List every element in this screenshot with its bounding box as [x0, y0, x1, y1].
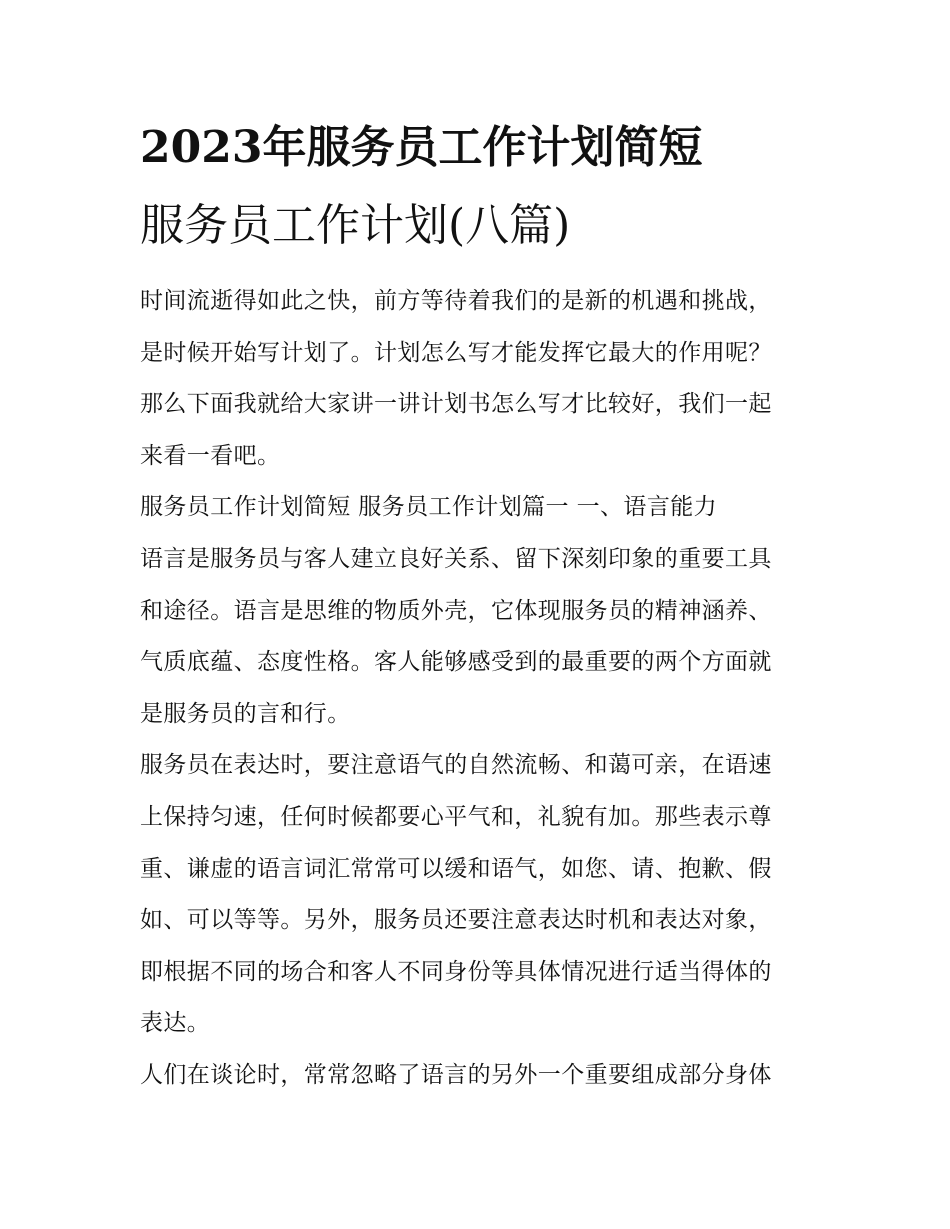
text-line: 服务员工作计划简短 服务员工作计划篇一 一、语言能力: [140, 494, 718, 521]
text-line: 服务员在表达时，要注意语气的自然流畅、和蔼可亲，在语速: [140, 752, 772, 779]
paragraph-body-language: [140, 1050, 812, 1102]
paragraph-intro: [140, 276, 812, 482]
text-line: 是时候开始写计划了。计划怎么写才能发挥它最大的作用呢？: [140, 339, 772, 366]
document-body: [140, 276, 812, 1102]
text-line: 时间流逝得如此之快，前方等待着我们的是新的机遇和挑战，: [140, 288, 772, 314]
section-heading: [140, 482, 812, 534]
text-line: 如、可以等等。另外，服务员还要注意表达时机和表达对象，: [140, 907, 772, 934]
text-line: 上保持匀速，任何时候都要心平气和，礼貌有加。那些表示尊: [140, 803, 772, 830]
text-line: 即根据不同的场合和客人不同身份等具体情况进行适当得体的: [140, 958, 772, 985]
text-line: 人们在谈论时，常常忽略了语言的另外一个重要组成部分身体: [140, 1061, 772, 1088]
text-line: 那么下面我就给大家讲一讲计划书怎么写才比较好，我们一起: [140, 391, 772, 418]
paragraph-expression: [140, 740, 812, 1050]
text-line: 语言是服务员与客人建立良好关系、留下深刻印象的重要工具: [140, 545, 772, 572]
text-line: 重、谦虚的语言词汇常常可以缓和语气，如您、请、抱歉、假: [140, 855, 772, 882]
text-line: 表达。: [140, 1010, 211, 1037]
document-subtitle: 服务员工作计划(八篇): [140, 200, 571, 251]
paragraph-language: [140, 534, 812, 740]
text-line: 来看一看吧。: [140, 442, 281, 469]
text-line: 和途径。语言是思维的物质外壳，它体现服务员的精神涵养、: [140, 597, 772, 624]
text-line: 是服务员的言和行。: [140, 700, 351, 727]
text-line: 气质底蕴、态度性格。客人能够感受到的最重要的两个方面就: [140, 649, 772, 676]
document-title: 2023年服务员工作计划简短: [140, 122, 703, 173]
